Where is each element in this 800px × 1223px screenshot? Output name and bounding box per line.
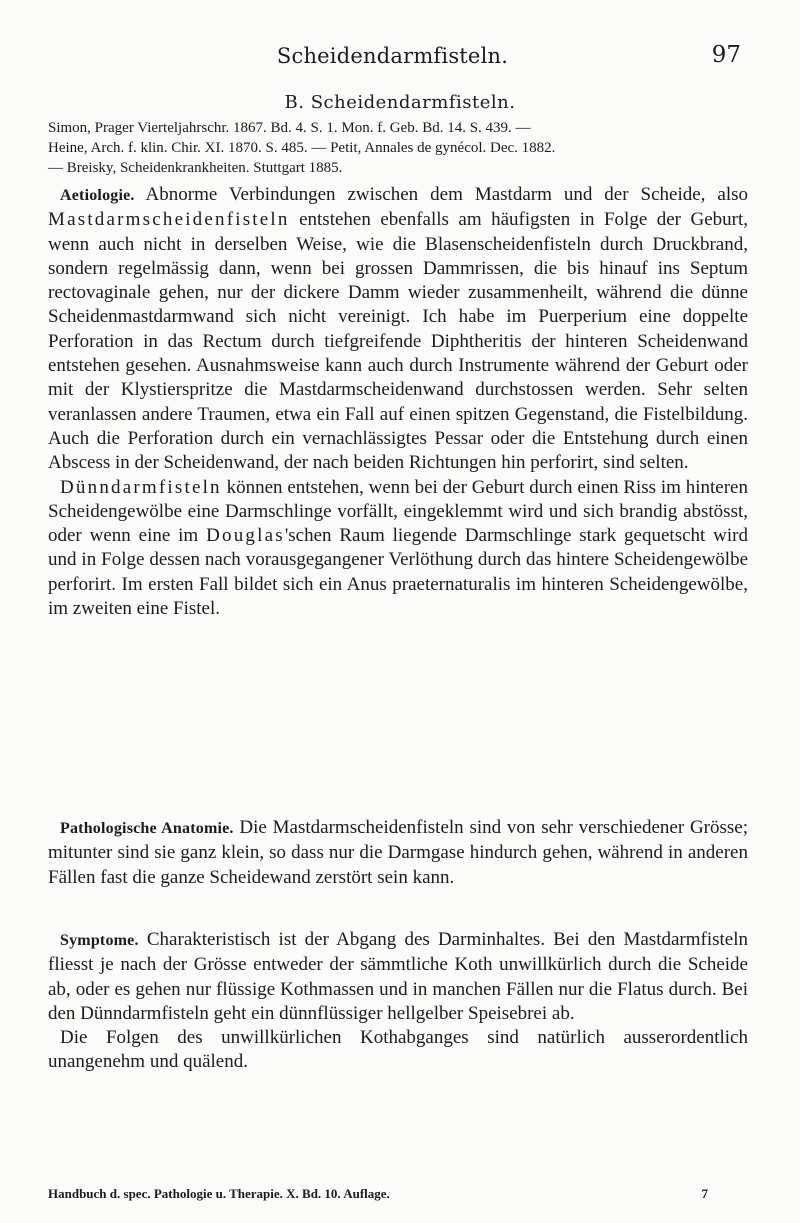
- signature-mark: 7: [701, 1186, 708, 1201]
- bibliography-line: Simon, Prager Vierteljahrschr. 1867. Bd. 4. S. 1. Mon. f. Geb. Bd. 14. S. 439. —: [48, 120, 531, 136]
- symptome-paragraph: Symptome. Charakteristisch ist der Abgang des Darminhaltes. Bei den Mastdarmfisteln fliesst je nach der Grösse entweder der sämmtliche Koth unwillkürlich durch die Scheide ab, oder es gehen nur flüssige Kothmassen und in manchen Fällen nur die Flatus durch. Bei den Dünndarmfisteln geht ein dünnflüssiger hellgelber Speisebrei ab.: [48, 929, 748, 1024]
- page-number: 97: [711, 42, 741, 68]
- page-header: [40, 40, 745, 80]
- symptome-section: [48, 928, 748, 1075]
- aetiologie-section: [48, 183, 748, 621]
- bibliography-line: Heine, Arch. f. klin. Chir. XI. 1870. S. 485. — Petit, Annales de gynécol. Dec. 1882.: [48, 140, 556, 156]
- bibliography-line: — Breisky, Scheidenkrankheiten. Stuttgart 1885.: [48, 160, 343, 176]
- name-douglas: Douglas: [206, 525, 285, 547]
- anatomie-label: Pathologische Anatomie.: [60, 820, 234, 837]
- folgen-paragraph: Die Folgen des unwillkürlichen Kothabganges sind natürlich ausserordentlich unangenehm und quälend.: [48, 1027, 748, 1073]
- aetiologie-label: Aetiologie.: [60, 187, 135, 204]
- duenndarm-paragraph: Dünndarmfisteln können entstehen, wenn bei der Geburt durch einen Riss im hinteren Scheidengewölbe eine Darmschlinge vorfällt, eingeklemmt wird und sich brandig abstösst, oder wenn eine im Douglas'schen Raum liegende Darmschlinge stark gequetscht wird und in Folge dessen nach vorausgegangener Verlöthung durch das hintere Scheidengewölbe perforirt. Im ersten Fall bildet sich ein Anus praeternaturalis im hinteren Scheidengewölbe, im zweiten eine Fistel.: [48, 476, 749, 620]
- bibliography: [48, 118, 748, 178]
- term-mastdarmscheidenfisteln: Mastdarmscheidenfisteln: [48, 209, 290, 231]
- anatomie-section: [48, 816, 748, 890]
- section-heading: B. Scheidendarmfisteln.: [284, 92, 516, 113]
- symptome-label: Symptome.: [60, 932, 139, 949]
- anatomie-paragraph: Pathologische Anatomie. Die Mastdarmscheidenfisteln sind von sehr verschiedener Grösse; mitunter sind sie ganz klein, so dass nur die Darmgase hindurch gehen, während in anderen Fällen fast die ganze Scheidewand zerstört sein kann.: [48, 817, 748, 888]
- footer-text: Handbuch d. spec. Pathologie u. Therapie. X. Bd. 10. Auflage.: [48, 1186, 390, 1201]
- term-duenndarmfisteln: Dünndarmfisteln: [60, 476, 222, 498]
- aetiologie-paragraph: Aetiologie. Abnorme Verbindungen zwischen dem Mastdarm und der Scheide, also Mastdarmscheidenfisteln entstehen ebenfalls am häufigsten in Folge der Geburt, wenn auch nicht in derselben Weise, wie die Blasenscheidenfisteln durch Druckbrand, sondern regelmässig dann, wenn bei grossen Dammrissen, die bis hinauf ins Septum rectovaginale gehen, nur der dickere Damm wieder zusammenheilt, während die dünne Scheidenmastdarmwand sich nicht vereinigt. Ich habe im Puerperium eine doppelte Perforation in das Rectum durch tiefgreifende Diphtheritis der hinteren Scheidenwand entstehen gesehen. Ausnahmsweise kann auch durch Instrumente während der Geburt oder mit der Klystierspritze die Mastdarmscheidenwand durchstossen werden. Sehr selten veranlassen andere Traumen, etwa ein Fall auf einen spitzen Gegenstand, die Fistelbildung. Auch die Perforation durch ein vernachlässigtes Pessar oder die Entstehung durch einen Abscess in der Scheidenwand, der nach beiden Richtungen hin perforirt, sind selten.: [48, 184, 748, 474]
- page-footer: [48, 1186, 748, 1202]
- running-title: Scheidendarmfisteln.: [276, 44, 509, 68]
